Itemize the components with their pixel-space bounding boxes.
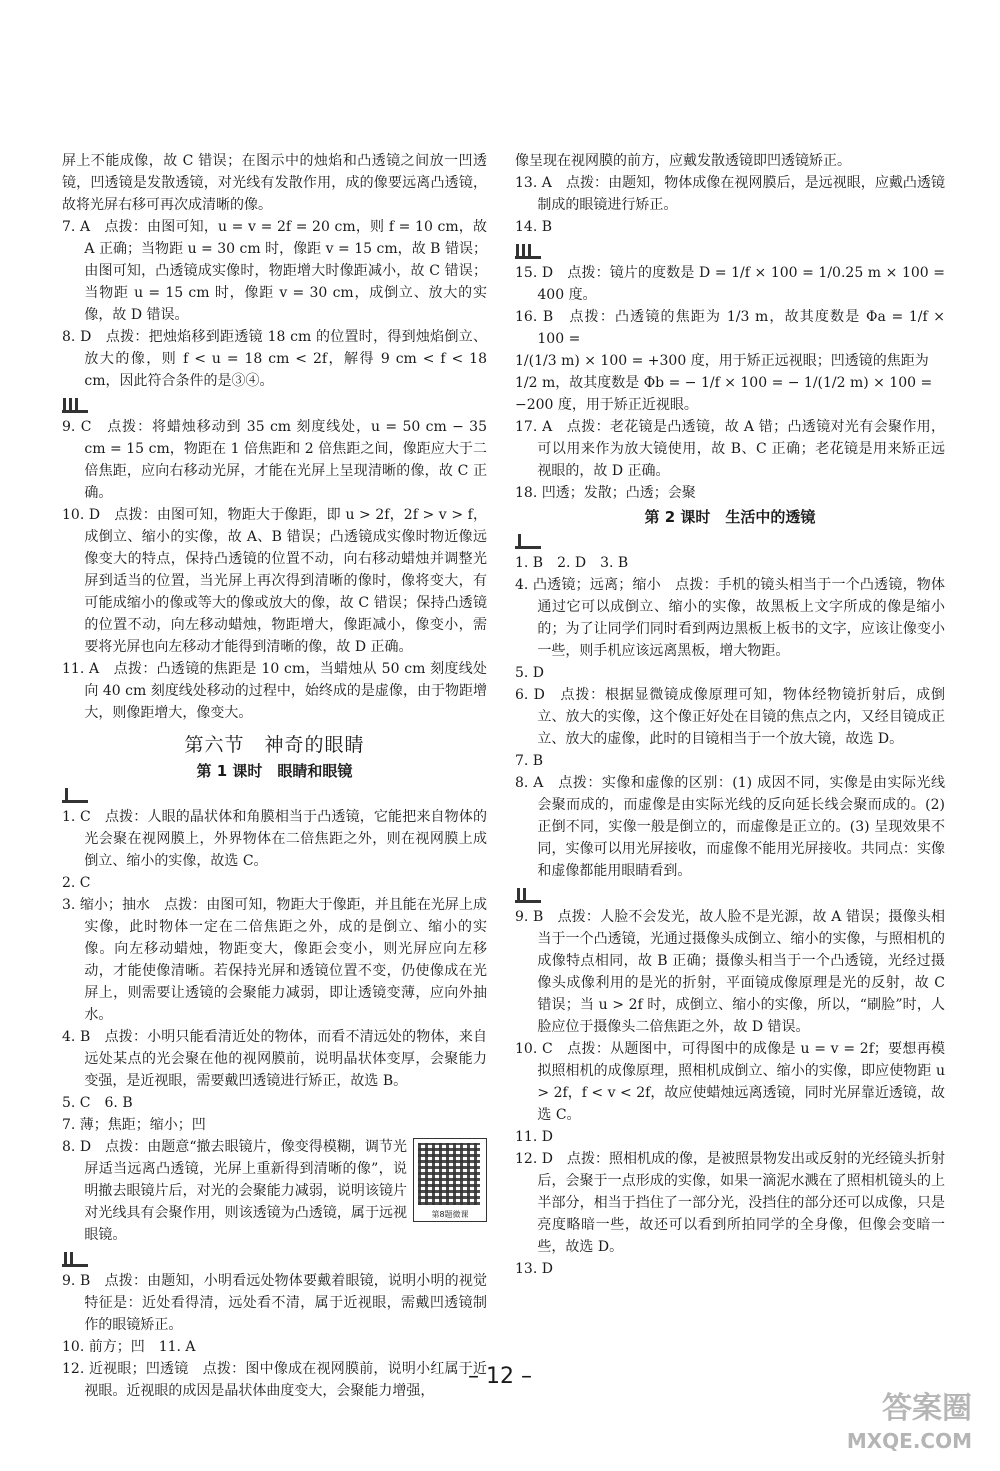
answer-item-17: 17. A 点拨：老花镜是凸透镜，故 A 错；凸透镜对光有会聚作用，可以用来作为放大镜使用，故 B、C 正确；老花镜是用来矫正远视眼的，故 D 正确。: [515, 419, 945, 479]
answer-item-5: 5. D: [515, 665, 545, 681]
qr-code[interactable]: [413, 1138, 487, 1222]
answer-item-1-3: 1. B 2. D 3. B: [515, 555, 629, 571]
watermark-logo: [847, 1393, 972, 1457]
answer-item-16-line1: 16. B 点拨：凸透镜的焦距为 1/3 m，故其度数是 Φa = 1/f × 100 =: [515, 309, 945, 347]
answer-item-12: 12. 近视眼；凹透镜 点拨：图中像成在视网膜前，说明小红属于近视眼。近视眼的成因是晶状体曲度变大，会聚能力增强，: [62, 1361, 487, 1399]
answer-item-11: 11. A 点拨：凸透镜的焦距是 10 cm，当蜡烛从 50 cm 刻度线处向 40 cm 刻度线处移动的过程中，始终成的是虚像，由于物距增大，则像距增大，像变大。: [62, 661, 487, 721]
level-iii-icon: [62, 396, 92, 414]
right-column: [515, 150, 945, 1280]
answer-item-7: 7. 薄；焦距；缩小；凹: [62, 1117, 206, 1133]
qr-pattern: [418, 1143, 480, 1205]
page-number: – 12 –: [468, 1364, 532, 1389]
answer-item-14: 14. B: [515, 219, 553, 235]
answer-item-13: 13. D: [515, 1261, 553, 1277]
qr-caption: 第8题微课: [431, 1210, 469, 1219]
paragraph: 像呈现在视网膜的前方，应戴发散透镜即凹透镜矫正。: [515, 153, 851, 169]
answer-item-12: 12. D 点拨：照相机成的像，是被照景物发出或反射的光经镜头折射后，会聚于一点形成的实像，如果一滴泥水溅在了照相机镜头的上半部分，相当于挡住了一部分光，没挡住的部分还可以成像，只是亮度略暗一些，故还可以看到所拍同学的全身像，但像会变暗一些，故选 D。: [515, 1151, 945, 1255]
answer-item-3: 3. 缩小；抽水 点拨：由图可知，物距大于像距，并且能在光屏上成实像，此时物体一定在二倍焦距之外，成的是倒立、缩小的实像。向左移动蜡烛，物距变大，像距会变小，则光屏应向左移动，才能使像清晰。若保持光屏和透镜位置不变，仍使像成在光屏上，则需要让透镜的会聚能力减弱，即让透镜变薄，应向外抽水。: [62, 897, 487, 1023]
answer-item-4: 4. B 点拨：小明只能看清近处的物体，而看不清远处的物体，来自远处某点的光会聚在他的视网膜前，说明晶状体变厚，会聚能力变强，是近视眼，需要戴凹透镜进行矫正，故选 B。: [62, 1029, 487, 1089]
answer-item-2: 2. C: [62, 875, 91, 891]
answer-item-8: 8. D 点拨：由题意“撤去眼镜片，像变得模糊，调节光屏适当远离凸透镜，光屏上重新得到清晰的像”，说明撤去眼镜片后，对光的会聚能力减弱，说明该镜片对光线具有会聚作用，则该透镜为凸透镜，属于远视眼镜。: [62, 1139, 407, 1243]
answer-item-8: 8. A 点拨：实像和虚像的区别：(1) 成因不同，实像是由实际光线会聚而成的，而虚像是由实际光线的反向延长线会聚而成的。(2) 正倒不同，实像一般是倒立的，而虚像是正立的。(3) 呈现效果不同，实像可以用光屏接收，而虚像不能用光屏接收。共同点：实像和虚像都能用眼睛看到。: [515, 775, 945, 879]
answer-item-5-6: 5. C 6. B: [62, 1095, 133, 1111]
left-column: [62, 150, 487, 1402]
watermark-text: 答案圈: [882, 1391, 972, 1426]
answer-item-10: 10. D 点拨：由图可知，物距大于像距，即 u > 2f，2f > v > f，成倒立、缩小的实像，故 A、B 错误；凸透镜成实像时物近像远像变大的特点，保持凸透镜的位置不动，向右移动蜡烛并调整光屏到适当的位置，当光屏上再次得到清晰的像时，像将变大，有可能成缩小的像或等大的像或放大的像，故 C 错误；保持凸透镜的位置不动，向左移动蜡烛，物距增大，像距减小，像变小，需要将光屏也向左移动才能得到清晰的像，故 D 正确。: [62, 507, 487, 655]
level-ii-icon: [62, 1250, 92, 1268]
section-title: 第六节 神奇的眼睛: [184, 734, 365, 756]
answer-item-10-11: 10. 前方；凹 11. A: [62, 1339, 196, 1355]
lesson-title: 第 1 课时 眼睛和眼镜: [196, 762, 353, 780]
answer-item-9: 9. B 点拨：人脸不会发光，故人脸不是光源，故 A 错误；摄像头相当于一个凸透镜，光通过摄像头成倒立、缩小的实像，与照相机的成像特点相同，故 B 正确；摄像头相当于一个凸透镜，光经过摄像头成像利用的是光的折射，平面镜成像原理是光的反射，故 C 错误；当 u > 2f 时，成倒立、缩小的实像，所以，“刷脸”时，人脸应位于摄像头二倍焦距之外，故 D 错误。: [515, 909, 945, 1035]
answer-item-10: 10. C 点拨：从题图中，可得图中的成像是 u = v = 2f；要想再模拟照相机的成像原理，照相机成倒立、缩小的实像，即应使物距 u > 2f，f < v < 2f，故应使蜡烛远离透镜，同时光屏靠近透镜，故选 C。: [515, 1041, 945, 1123]
answer-item-16-line4: −200 度，用于矫正近视眼。: [515, 397, 698, 413]
answer-item-4: 4. 凸透镜；远离；缩小 点拨：手机的镜头相当于一个凸透镜，物体通过它可以成倒立、缩小的实像，故黑板上文字所成的像是缩小的；为了让同学们同时看到两边黑板上板书的文字，应该让像变小一些，则手机应该远离黑板，增大物距。: [515, 577, 945, 659]
lesson-title: 第 2 课时 生活中的透镜: [644, 508, 816, 526]
level-iii-icon: [515, 242, 545, 260]
level-i-icon: [62, 786, 92, 804]
paragraph: 屏上不能成像，故 C 错误；在图示中的烛焰和凸透镜之间放一凹透镜，凹透镜是发散透镜，对光线有发散作用，成的像要远离凸透镜，故将光屏右移可再次成清晰的像。: [62, 153, 487, 213]
answer-item-13: 13. A 点拨：由题知，物体成像在视网膜后，是远视眼，应戴凸透镜制成的眼镜进行矫正。: [515, 175, 945, 213]
answer-item-9: 9. C 点拨：将蜡烛移动到 35 cm 刻度线处，u = 50 cm − 35 cm = 15 cm，物距在 1 倍焦距和 2 倍焦距之间，像距应大于二倍焦距，应向右移动光屏，才能在光屏上呈现清晰的像，故 C 正确。: [62, 419, 487, 501]
answer-item-7: 7. B: [515, 753, 544, 769]
watermark-url: MXQE.COM: [846, 1429, 972, 1453]
answer-item-16-line3: 1/2 m，故其度数是 Φb = − 1/f × 100 = − 1/(1/2 m) × 100 =: [515, 375, 933, 391]
answer-item-11: 11. D: [515, 1129, 553, 1145]
level-ii-icon: [515, 886, 545, 904]
answer-item-6: 6. D 点拨：根据显微镜成像原理可知，物体经物镜折射后，成倒立、放大的实像，这个像正好处在目镜的焦点之内，又经目镜成正立、放大的虚像，此时的目镜相当于一个放大镜，故选 D。: [515, 687, 945, 747]
answer-item-9: 9. B 点拨：由题知，小明看远处物体要戴着眼镜，说明小明的视觉特征是：近处看得清，远处看不清，属于近视眼，需戴凹透镜制作的眼镜矫正。: [62, 1273, 487, 1333]
level-i-icon: [515, 532, 545, 550]
answer-item-1: 1. C 点拨：人眼的晶状体和角膜相当于凸透镜，它能把来自物体的光会聚在视网膜上，外界物体在二倍焦距之外，则在视网膜上成倒立、缩小的实像，故选 C。: [62, 809, 487, 869]
answer-item-8: 8. D 点拨：把烛焰移到距透镜 18 cm 的位置时，得到烛焰倒立、放大的像，则 f < u = 18 cm < 2f，解得 9 cm < f < 18 cm，因此符合条件的是③④。: [62, 329, 487, 389]
answer-item-15: 15. D 点拨：镜片的度数是 D = 1/f × 100 = 1/0.25 m × 100 = 400 度。: [515, 265, 945, 303]
answer-item-16-line2: 1/(1/3 m) × 100 = +300 度，用于矫正远视眼；凹透镜的焦距为: [515, 353, 929, 369]
answer-item-7: 7. A 点拨：由图可知，u = v = 2f = 20 cm，则 f = 10 cm，故 A 正确；当物距 u = 30 cm 时，像距 v = 15 cm，故 B 错误；由图可知，凸透镜成实像时，物距增大时像距减小，故 C 错误；当物距 u = 15 cm 时，像距 v = 30 cm，成倒立、放大的实像，故 D 错误。: [62, 219, 487, 323]
answer-item-18: 18. 凹透；发散；凸透；会聚: [515, 485, 696, 501]
